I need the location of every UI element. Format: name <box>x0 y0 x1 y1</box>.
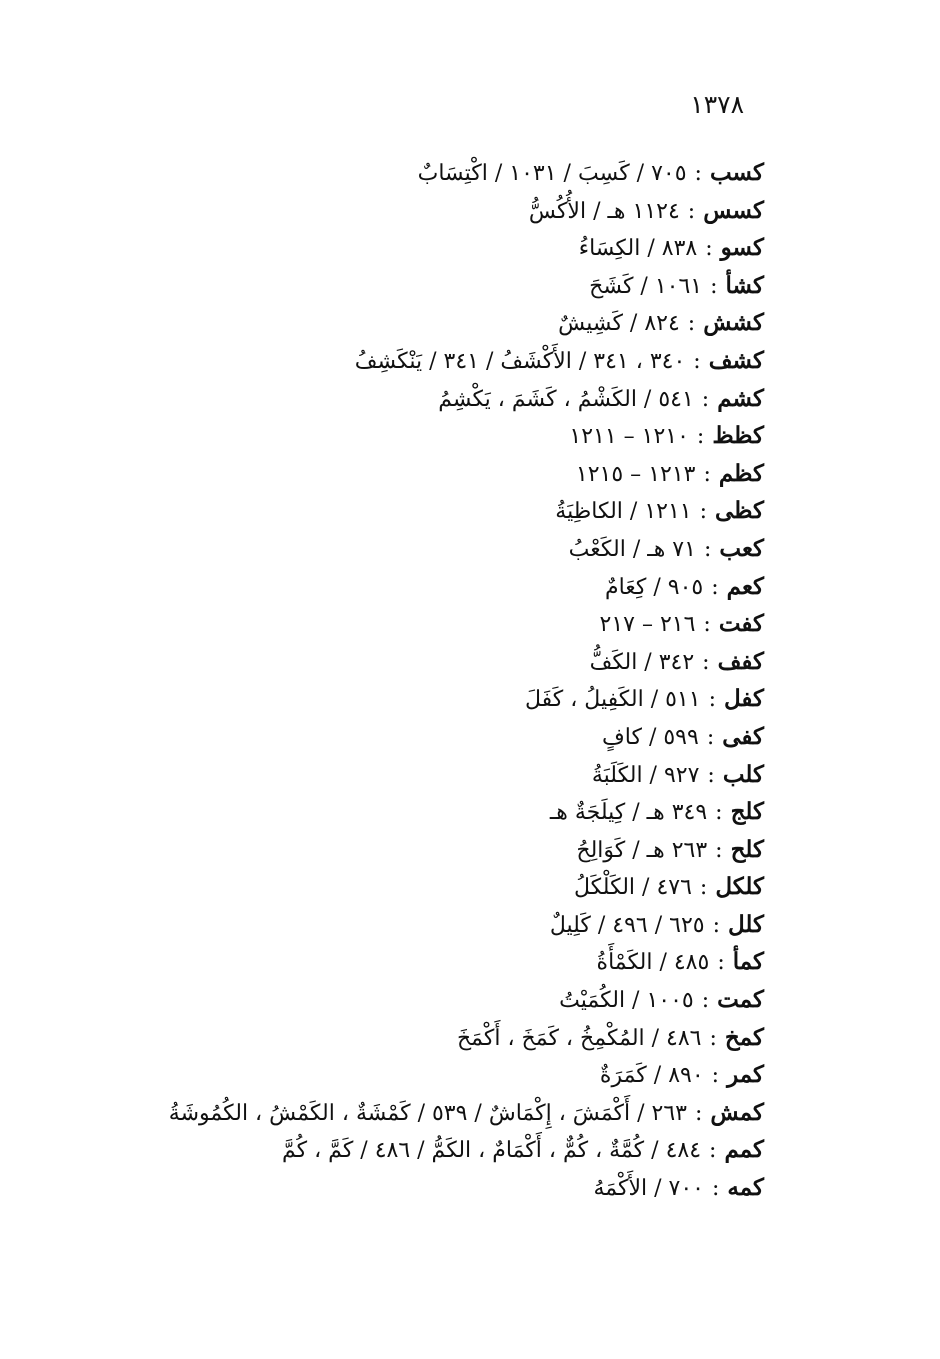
entry-root: كسب <box>709 159 764 186</box>
entry-references: ٤٨٦ / المُكْمِخُ ، كَمَخَ ، أَكْمَخَ <box>456 1025 702 1051</box>
index-entry <box>144 718 764 756</box>
index-entry <box>144 1056 764 1094</box>
entry-references: ٥٩٩ / كافٍ <box>601 724 699 750</box>
entry-references: ٨٢٤ / كَشِيشٌ <box>558 311 680 337</box>
index-entry <box>144 380 764 418</box>
entry-separator: : <box>701 988 710 1014</box>
entry-separator: : <box>711 1063 720 1089</box>
entry-root: كمت <box>717 986 764 1014</box>
index-entry <box>144 492 764 530</box>
index-entry <box>144 267 764 305</box>
entry-separator: : <box>715 800 723 826</box>
index-entry <box>144 1169 764 1207</box>
entry-root: كلل <box>728 910 764 938</box>
index-entry <box>144 981 764 1019</box>
entry-separator: : <box>712 912 721 938</box>
entry-root: كظم <box>718 459 764 487</box>
index-entry <box>144 530 764 568</box>
entry-separator: : <box>694 161 702 186</box>
index-entry <box>144 943 764 981</box>
entry-root: كمخ <box>724 1023 764 1051</box>
entry-references: ٦٢٥ / ٤٩٦ / كَلِيلٌ <box>549 912 705 938</box>
entry-references: ٢٦٣ هـ / كَوَالِحُ <box>576 837 708 863</box>
entry-references: ٢١٦ – ٢١٧ <box>599 612 696 638</box>
entry-root: كلكل <box>715 873 764 901</box>
entry-separator: : <box>703 461 711 487</box>
index-entry <box>144 417 764 455</box>
entry-separator: : <box>701 386 710 412</box>
entry-references: ٨٩٠ / كَمَرَةٌ <box>599 1063 704 1089</box>
entry-separator: : <box>717 950 725 976</box>
index-entry <box>144 680 764 718</box>
entry-root: كمه <box>727 1174 764 1202</box>
entry-references: ٨٣٨ / الكِسَاءُ <box>578 236 698 262</box>
entry-references: ٤٨٥ / الكَمْأَةُ <box>596 950 710 976</box>
entry-root: كفف <box>717 647 764 675</box>
entry-references: ٥١١ / الكَفِيلُ ، كَفَلَ <box>524 687 701 713</box>
entry-separator: : <box>709 1025 717 1051</box>
entry-references: ٥٤١ / الكَشْمُ ، كَشَمَ ، يَكْشِمُ <box>438 386 694 412</box>
index-entry <box>144 793 764 831</box>
entry-root: كفت <box>718 610 764 638</box>
entry-separator: : <box>687 198 696 224</box>
entry-root: كظظ <box>712 422 764 450</box>
entry-references: ٧٠٠ / الأَكْمَهُ <box>593 1176 704 1202</box>
entry-separator: : <box>699 499 707 525</box>
index-entry <box>144 868 764 906</box>
entry-references: ١٠٠٥ / الكُمَيْتُ <box>559 988 694 1014</box>
index-entry <box>144 906 764 944</box>
entry-separator: : <box>708 687 716 713</box>
entry-root: كلب <box>722 760 764 788</box>
entry-separator: : <box>706 724 715 750</box>
entry-references: ٩٠٥ / كِعَامٌ <box>604 574 704 600</box>
entry-separator: : <box>696 424 705 450</box>
index-entry-list <box>144 154 764 1207</box>
entry-references: ٩٢٧ / الكَلَبَةُ <box>591 762 700 788</box>
entry-references: ١١٢٤ هـ / الأُكُسُّ <box>528 198 680 224</box>
entry-root: كعب <box>719 534 764 562</box>
entry-separator: : <box>715 837 723 863</box>
entry-separator: : <box>703 612 711 638</box>
entry-references: ٧١ هـ / الكَعْبُ <box>568 536 696 562</box>
entry-root: كلج <box>730 798 764 826</box>
entry-references: ٤٧٦ / الكَلْكَلُ <box>573 875 692 901</box>
entry-separator: : <box>699 875 708 901</box>
index-entry <box>144 1131 764 1169</box>
entry-separator: : <box>709 1138 717 1164</box>
entry-references: ٣٤٢ / الكَفُّ <box>589 649 695 675</box>
index-entry <box>144 831 764 869</box>
index-entry <box>144 455 764 493</box>
index-entry <box>144 229 764 267</box>
entry-root: كشم <box>717 384 764 412</box>
entry-root: كسو <box>720 234 764 262</box>
entry-root: كمأ <box>732 948 764 976</box>
entry-root: كعم <box>726 572 764 600</box>
entry-references: ١٢١٣ – ١٢١٥ <box>575 461 696 487</box>
index-entry <box>144 192 764 230</box>
index-entry <box>144 1019 764 1057</box>
entry-separator: : <box>710 273 718 299</box>
entry-separator: : <box>695 1100 703 1126</box>
entry-references: ١٠٦١ / كَشَحَ <box>589 273 703 299</box>
page-number: ١٣٧٨ <box>690 90 744 119</box>
index-entry <box>144 605 764 643</box>
entry-root: كمر <box>727 1061 764 1089</box>
entry-references: ٣٤٩ هـ / كِيلَجَةٌ هـ <box>549 800 708 826</box>
entry-root: كشأ <box>725 271 764 299</box>
entry-root: كمش <box>710 1098 764 1126</box>
entry-references: ٣٤٠ ، ٣٤١ / الأَكْشَفُ / ٣٤١ / يَنْكَشِفُ <box>354 348 686 374</box>
index-entry <box>144 643 764 681</box>
entry-separator: : <box>687 311 696 337</box>
index-entry <box>144 342 764 380</box>
entry-references: ١٢١٠ – ١٢١١ <box>569 424 689 450</box>
entry-references: ١٢١١ / الكاظِيَةُ <box>555 499 692 525</box>
entry-references: ٢٦٣ / أَكْمَشَ ، إِكْمَاشٌ / ٥٣٩ / كَمْشَةٌ ، الكَمْشُ ، الكُمُوشَةُ <box>168 1100 687 1126</box>
index-entry <box>144 154 764 192</box>
entry-references: ٧٠٥ / كَسِبَ / ١٠٣١ / اكْتِسَابٌ <box>417 161 687 186</box>
entry-root: كسس <box>703 196 764 224</box>
entry-separator: : <box>693 348 701 374</box>
entry-root: كظى <box>715 497 764 525</box>
entry-separator: : <box>711 574 719 600</box>
entry-separator: : <box>705 236 713 262</box>
entry-root: كلح <box>730 835 764 863</box>
entry-root: كمم <box>724 1136 764 1164</box>
index-entry <box>144 568 764 606</box>
index-entry <box>144 304 764 342</box>
entry-root: كفى <box>722 722 764 750</box>
entry-separator: : <box>707 762 715 788</box>
entry-root: كشف <box>708 346 764 374</box>
entry-root: كفل <box>723 685 764 713</box>
entry-separator: : <box>703 536 712 562</box>
index-entry <box>144 756 764 794</box>
entry-separator: : <box>702 649 710 675</box>
entry-root: كشش <box>703 309 764 337</box>
entry-separator: : <box>712 1176 720 1202</box>
entry-references: ٤٨٤ / كُمَّةٌ ، كُمٌّ ، أَكْمَامٌ ، الكَمُّ / ٤٨٦ / كَمَّ ، كُمَّ <box>281 1138 702 1164</box>
index-entry <box>144 1094 764 1132</box>
